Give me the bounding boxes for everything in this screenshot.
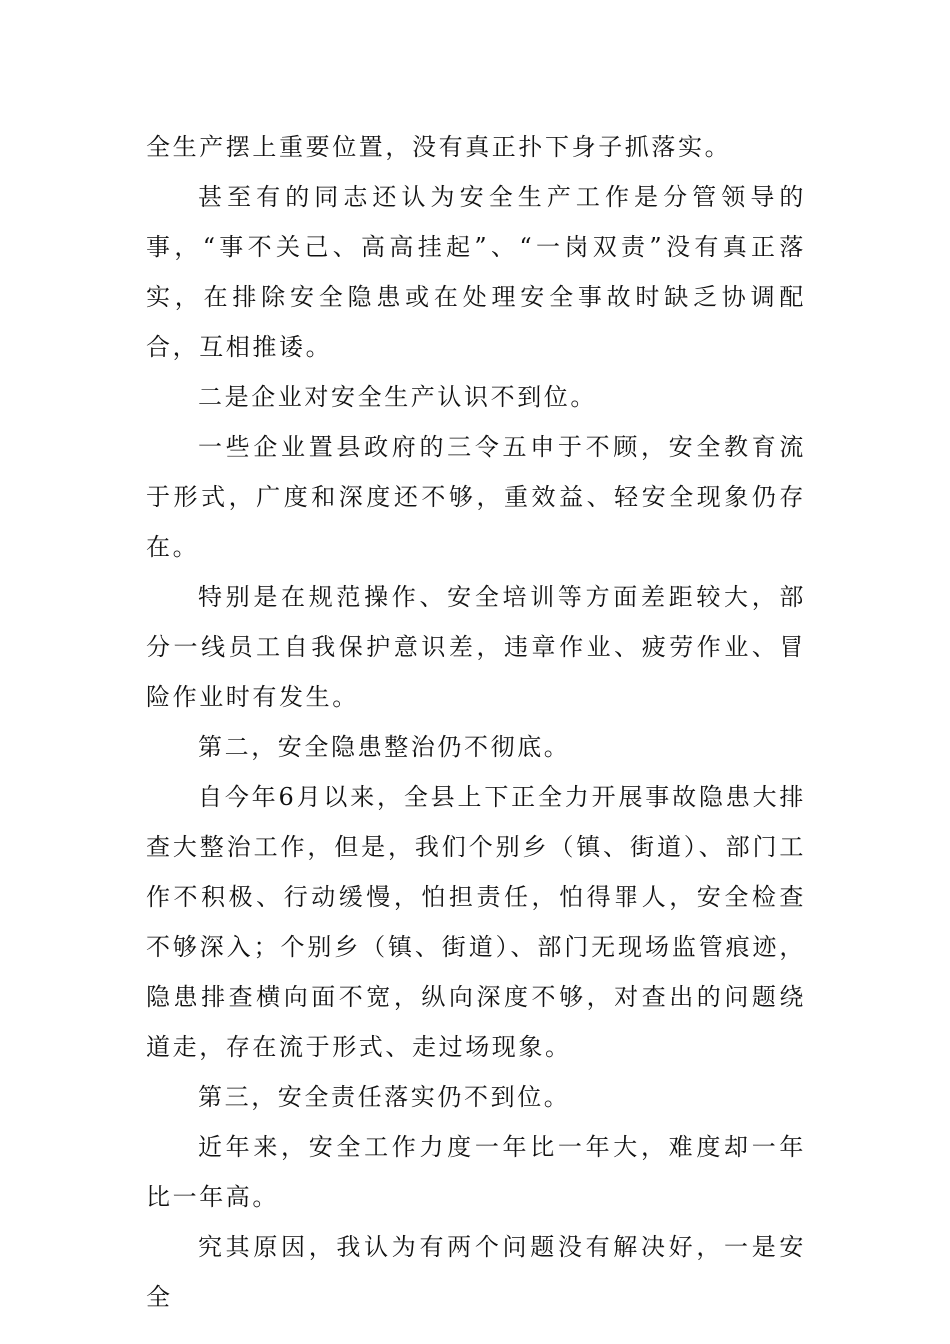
paragraph-6: 第二，安全隐患整治仍不彻底。 (198, 733, 571, 761)
paragraph-8: 第三，安全责任落实仍不到位。 (198, 1083, 571, 1111)
paragraph-3: 二是企业对安全生产认识不到位。 (198, 383, 597, 411)
document-body (146, 122, 806, 1322)
paragraph-5: 特别是在规范操作、安全培训等方面差距较大，部分一线员工自我保护意识差，违章作业、疲劳作业、冒险作业时有发生。 (146, 583, 806, 711)
paragraph-4: 一些企业置县政府的三令五申于不顾，安全教育流于形式，广度和深度还不够，重效益、轻安全现象仍存在。 (146, 433, 806, 561)
paragraph-7: 自今年6月以来，全县上下正全力开展事故隐患大排查大整治工作，但是，我们个别乡（镇、街道）、部门工作不积极、行动缓慢，怕担责任，怕得罪人，安全检查不够深入；个别乡（镇、街道）、部门无现场监管痕迹，隐患排查横向面不宽，纵向深度不够，对查出的问题绕道走，存在流于形式、走过场现象。 (146, 783, 806, 1061)
paragraph-10: 究其原因，我认为有两个问题没有解决好，一是安全 (146, 1233, 806, 1311)
paragraph-1: 全生产摆上重要位置，没有真正扑下身子抓落实。 (146, 133, 732, 161)
paragraph-9: 近年来，安全工作力度一年比一年大，难度却一年比一年高。 (146, 1133, 806, 1211)
paragraph-2: 甚至有的同志还认为安全生产工作是分管领导的事，“事不关己、高高挂起”、“一岗双责”没有真正落实，在排除安全隐患或在处理安全事故时缺乏协调配合，互相推诿。 (146, 183, 806, 361)
